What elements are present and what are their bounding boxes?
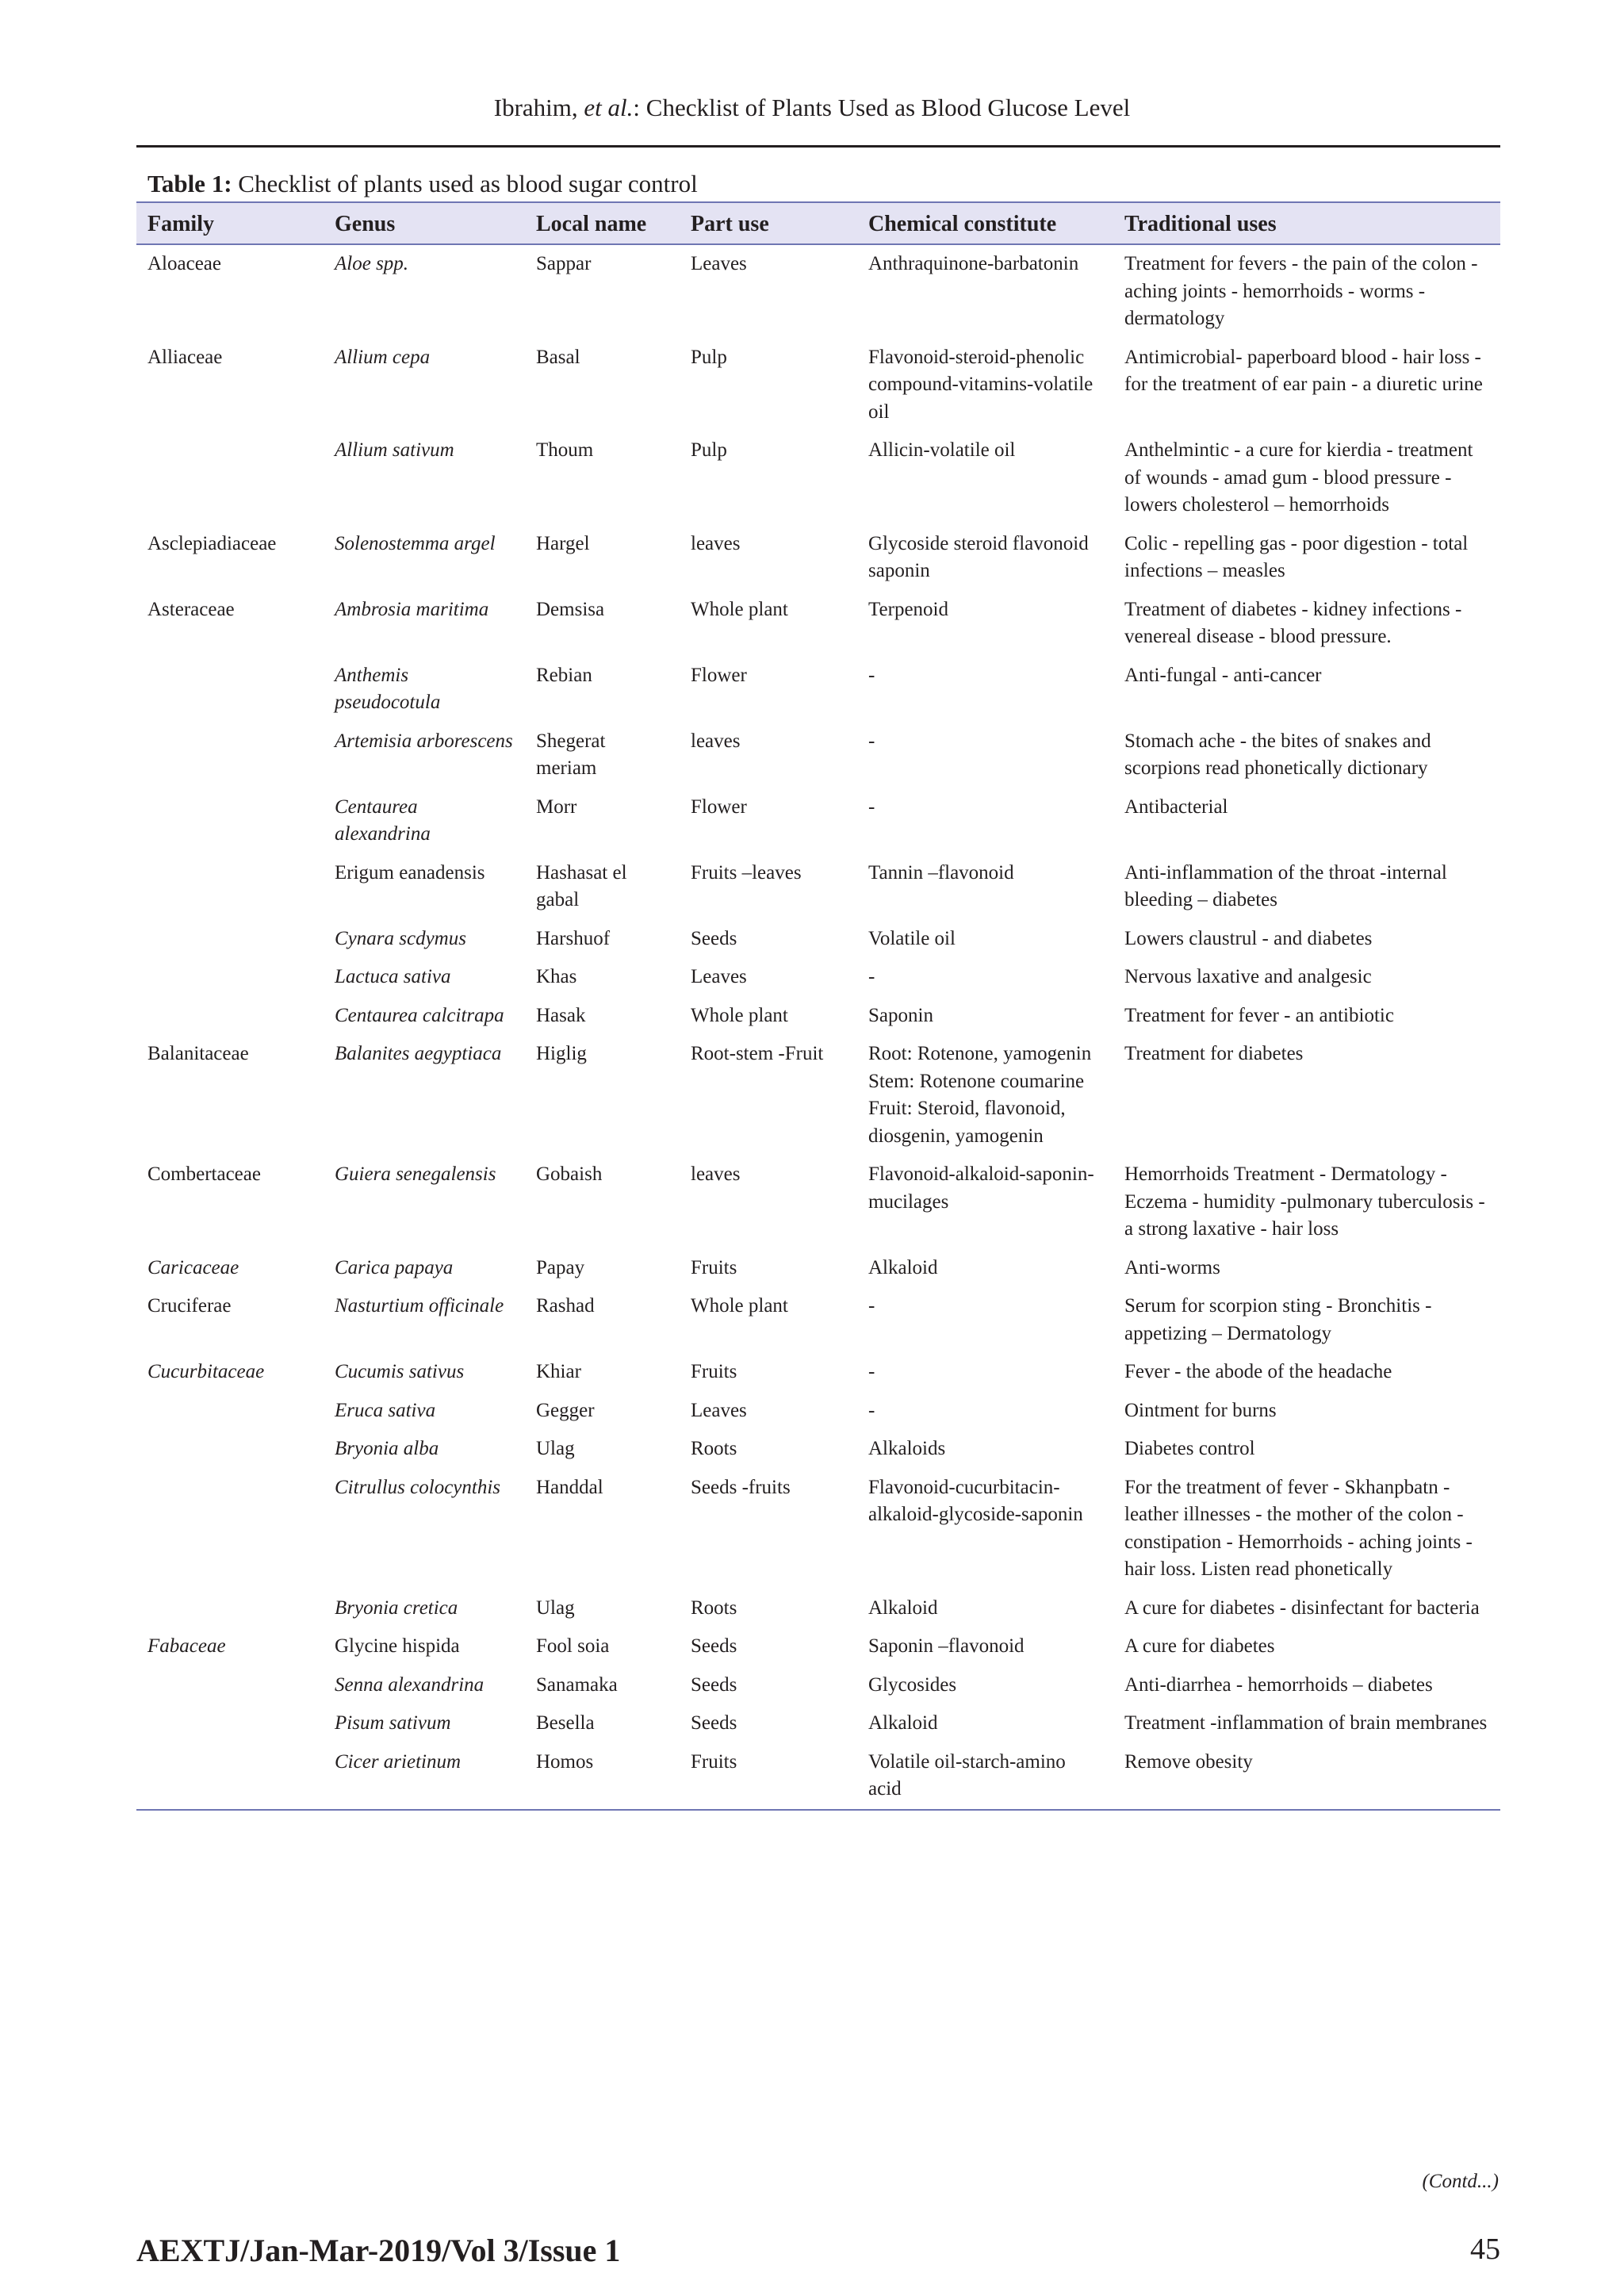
cell-local-name: Shegerat meriam <box>536 730 606 779</box>
cell-part-use: Whole plant <box>691 1295 788 1317</box>
cell-chemical-constitute: Terpenoid <box>868 598 948 620</box>
cell-family: Aloaceae <box>147 253 221 274</box>
cell-family <box>136 1392 324 1431</box>
cell-chemical-constitute: - <box>868 1295 875 1317</box>
cell-family: Cruciferae <box>147 1295 232 1317</box>
cell-genus: Eruca sativa <box>335 1399 436 1421</box>
cell-chemical-constitute: Flavonoid-alkaloid-saponin-mucilages <box>868 1163 1094 1213</box>
cell-traditional-uses: A cure for diabetes <box>1124 1635 1275 1657</box>
cell-local-name: Ulag <box>536 1596 575 1619</box>
header-title: : Checklist of Plants Used as Blood Glucose Level <box>633 94 1131 121</box>
cell-genus: Centaurea calcitrapa <box>335 1004 504 1026</box>
cell-traditional-uses: Hemorrhoids Treatment - Dermatology - Eczema - humidity -pulmonary tuberculosis - a strong laxative - hair loss <box>1124 1163 1485 1240</box>
cell-part-use: Flower <box>691 795 747 818</box>
table-row <box>136 997 1500 1036</box>
header-author: Ibrahim, <box>493 94 584 121</box>
header-etal: et al. <box>584 94 634 121</box>
cell-local-name: Khas <box>536 966 577 987</box>
footer-page-number: 45 <box>1470 2233 1500 2266</box>
cell-genus: Glycine hispida <box>335 1635 460 1657</box>
cell-local-name: Homos <box>525 1743 680 1810</box>
cell-chemical-constitute: Alkaloid <box>868 1256 938 1278</box>
cell-part-use: Leaves <box>691 253 747 274</box>
cell-genus: Aloe spp. <box>335 253 409 274</box>
cell-genus: Lactuca sativa <box>335 966 451 987</box>
table-body <box>136 244 1500 1810</box>
table-row <box>136 525 1500 591</box>
table-row <box>136 1589 1500 1628</box>
cell-chemical-constitute: Alkaloid <box>868 1596 938 1619</box>
cell-chemical-constitute: Saponin –flavonoid <box>868 1635 1025 1657</box>
cell-traditional-uses: For the treatment of fever - Skhanpbatn - leather illnesses - the mother of the colon - constipation - Hemorrhoids - aching joints - hair loss. Listen read phonetically <box>1124 1476 1473 1580</box>
cell-family <box>136 1469 324 1589</box>
cell-part-use: Pulp <box>691 439 727 461</box>
cell-family <box>136 1430 324 1469</box>
cell-traditional-uses: Anti-worms <box>1124 1256 1220 1278</box>
cell-traditional-uses: Colic - repelling gas - poor digestion - total infections – measles <box>1124 532 1469 581</box>
cell-part-use: Fruits <box>691 1256 737 1278</box>
cell-genus: Bryonia cretica <box>335 1596 458 1619</box>
cell-part-use: Roots <box>691 1438 737 1459</box>
table-row <box>136 1035 1500 1156</box>
table-row <box>136 339 1500 432</box>
cell-part-use: Flower <box>691 664 747 686</box>
table-row <box>136 723 1500 788</box>
cell-chemical-constitute: Allicin-volatile oil <box>868 439 1016 461</box>
cell-traditional-uses: Fever - the abode of the headache <box>1124 1361 1392 1382</box>
table-caption <box>136 167 1500 201</box>
cell-local-name: Harshuof <box>536 927 611 949</box>
cell-traditional-uses: A cure for diabetes - disinfectant for bacteria <box>1124 1596 1480 1619</box>
cell-family <box>136 1704 324 1743</box>
cell-genus: Centaurea alexandrina <box>335 795 431 845</box>
cell-genus: Bryonia alba <box>335 1438 439 1459</box>
cell-genus: Pisum sativum <box>335 1712 451 1734</box>
cell-traditional-uses: Treatment for fever - an antibiotic <box>1124 1004 1394 1026</box>
table-row <box>136 1627 1500 1666</box>
cell-family <box>136 657 324 723</box>
cell-chemical-constitute: - <box>868 966 875 987</box>
header-rule <box>136 145 1500 148</box>
cell-chemical-constitute: Alkaloid <box>868 1712 938 1734</box>
cell-family: Cucurbitaceae <box>147 1361 265 1382</box>
plants-table <box>136 201 1500 1811</box>
cell-family: Asteraceae <box>147 598 235 620</box>
table-row <box>136 1353 1500 1392</box>
cell-genus: Cicer arietinum <box>324 1743 525 1810</box>
cell-genus: Citrullus colocynthis <box>335 1476 501 1498</box>
cell-part-use: Whole plant <box>691 1004 788 1026</box>
cell-local-name: Thoum <box>536 439 594 461</box>
cell-local-name: Ulag <box>536 1438 575 1459</box>
table-row <box>136 431 1500 525</box>
cell-genus: Balanites aegyptiaca <box>335 1043 502 1064</box>
table-row <box>136 1249 1500 1288</box>
cell-part-use: Seeds <box>691 927 737 949</box>
table-caption-label: Table 1: <box>147 170 232 197</box>
cell-local-name: Rashad <box>536 1295 595 1317</box>
cell-part-use: leaves <box>691 532 741 554</box>
cell-family <box>136 920 324 959</box>
cell-part-use: Fruits <box>691 1361 737 1382</box>
cell-chemical-constitute: Volatile oil-starch-amino acid <box>857 1743 1113 1810</box>
cell-traditional-uses: Antibacterial <box>1124 795 1228 818</box>
cell-traditional-uses: Serum for scorpion sting - Bronchitis - appetizing – Dermatology <box>1124 1295 1432 1344</box>
cell-part-use: Seeds -fruits <box>691 1476 791 1498</box>
table-row <box>136 244 1500 339</box>
table-row <box>136 1430 1500 1469</box>
cell-traditional-uses: Anti-diarrhea - hemorrhoids – diabetes <box>1124 1673 1433 1696</box>
cell-local-name: Besella <box>536 1712 595 1734</box>
cell-genus: Carica papaya <box>335 1256 454 1278</box>
table-row <box>136 958 1500 997</box>
cell-chemical-constitute: - <box>868 795 875 818</box>
cell-traditional-uses: Remove obesity <box>1113 1743 1500 1810</box>
cell-local-name: Basal <box>536 346 580 368</box>
cell-genus: Cynara scdymus <box>335 927 466 949</box>
table-caption-text: Checklist of plants used as blood sugar control <box>232 170 698 197</box>
column-header-local-name: Local name <box>525 202 680 244</box>
cell-part-use: Seeds <box>691 1712 737 1734</box>
cell-local-name: Sappar <box>536 253 592 274</box>
table-row <box>136 920 1500 959</box>
table-row <box>136 1666 1500 1705</box>
cell-local-name: Hashasat el gabal <box>536 861 627 910</box>
cell-part-use: Leaves <box>691 966 747 987</box>
table-row <box>136 1392 1500 1431</box>
cell-local-name: Khiar <box>536 1361 581 1382</box>
table-row <box>136 1469 1500 1589</box>
cell-local-name: Hargel <box>536 532 590 554</box>
cell-traditional-uses: Treatment for diabetes <box>1124 1043 1304 1064</box>
cell-traditional-uses: Treatment -inflammation of brain membranes <box>1124 1712 1488 1734</box>
cell-traditional-uses: Nervous laxative and analgesic <box>1124 966 1372 987</box>
cell-local-name: Hasak <box>536 1004 586 1026</box>
cell-traditional-uses: Anthelmintic - a cure for kierdia - treatment of wounds - amad gum - blood pressure - lowers cholesterol – hemorrhoids <box>1124 439 1473 516</box>
cell-genus: Allium cepa <box>335 346 431 368</box>
cell-traditional-uses: Lowers claustrul - and diabetes <box>1124 927 1373 949</box>
cell-traditional-uses: Stomach ache - the bites of snakes and scorpions read phonetically dictionary <box>1124 730 1431 779</box>
cell-chemical-constitute: Glycoside steroid flavonoid saponin <box>868 532 1089 581</box>
cell-genus: Anthemis pseudocotula <box>335 664 441 713</box>
continued-note: (Contd...) <box>1422 2171 1499 2192</box>
cell-family: Combertaceae <box>147 1163 261 1185</box>
cell-genus: Erigum eanadensis <box>335 861 485 884</box>
cell-genus: Senna alexandrina <box>335 1673 485 1696</box>
column-header-genus: Genus <box>324 202 525 244</box>
cell-traditional-uses: Anti-inflammation of the throat -internal bleeding – diabetes <box>1124 861 1447 910</box>
cell-local-name: Handdal <box>536 1476 603 1498</box>
cell-part-use: Roots <box>691 1596 737 1619</box>
cell-chemical-constitute: Flavonoid-cucurbitacin-alkaloid-glycoside-saponin <box>868 1476 1083 1525</box>
cell-family: Asclepiadiaceae <box>147 532 277 554</box>
cell-local-name: Morr <box>536 795 577 818</box>
table-row <box>136 591 1500 657</box>
cell-chemical-constitute: Flavonoid-steroid-phenolic compound-vitamins-volatile oil <box>868 346 1094 423</box>
cell-family: Caricaceae <box>147 1256 239 1278</box>
cell-traditional-uses: Diabetes control <box>1124 1438 1255 1459</box>
cell-local-name: Papay <box>536 1256 585 1278</box>
cell-local-name: Gobaish <box>536 1163 603 1185</box>
cell-chemical-constitute: Saponin <box>868 1004 933 1026</box>
cell-genus: Solenostemma argel <box>335 532 496 554</box>
cell-part-use: Seeds <box>691 1673 737 1696</box>
cell-local-name: Higlig <box>536 1043 587 1064</box>
cell-family <box>136 788 324 854</box>
cell-chemical-constitute: Volatile oil <box>868 927 956 949</box>
table-row <box>136 657 1500 723</box>
cell-family <box>136 958 324 997</box>
cell-chemical-constitute: Anthraquinone-barbatonin <box>868 253 1079 274</box>
cell-part-use: leaves <box>691 1163 741 1185</box>
column-header-traditional-uses: Traditional uses <box>1113 202 1500 244</box>
cell-local-name: Demsisa <box>536 598 605 620</box>
cell-chemical-constitute: Tannin –flavonoid <box>868 861 1014 884</box>
cell-family: Fabaceae <box>147 1635 226 1657</box>
cell-local-name: Fool soia <box>536 1635 610 1657</box>
cell-family <box>136 431 324 525</box>
table-row <box>136 854 1500 920</box>
cell-family <box>136 1589 324 1628</box>
table-row <box>136 1743 1500 1810</box>
cell-genus: Ambrosia maritima <box>335 598 489 620</box>
column-header-part-use: Part use <box>680 202 857 244</box>
cell-chemical-constitute: Alkaloids <box>868 1438 946 1459</box>
cell-family <box>136 1666 324 1705</box>
cell-chemical-constitute: Root: Rotenone, yamogenin Stem: Rotenone coumarine Fruit: Steroid, flavonoid, diosgenin, yamogenin <box>868 1043 1092 1147</box>
cell-genus: Cucumis sativus <box>335 1361 465 1382</box>
column-header-family: Family <box>136 202 324 244</box>
column-header-chemical-constitute: Chemical constitute <box>857 202 1113 244</box>
table-row <box>136 1287 1500 1353</box>
cell-traditional-uses: Antimicrobial- paperboard blood - hair loss - for the treatment of ear pain - a diuretic urine <box>1124 346 1483 395</box>
table-row <box>136 788 1500 854</box>
cell-family: Alliaceae <box>147 346 223 368</box>
cell-traditional-uses: Treatment of diabetes - kidney infections - venereal disease - blood pressure. <box>1124 598 1462 647</box>
cell-family: Balanitaceae <box>147 1043 249 1064</box>
cell-chemical-constitute: - <box>868 1361 875 1382</box>
running-header <box>0 94 1624 122</box>
cell-genus: Nasturtium officinale <box>335 1295 504 1317</box>
cell-traditional-uses: Anti-fungal - anti-cancer <box>1124 664 1322 686</box>
cell-part-use: Seeds <box>691 1635 737 1657</box>
cell-chemical-constitute: - <box>868 664 875 686</box>
cell-chemical-constitute: - <box>868 1399 875 1421</box>
cell-genus: Artemisia arborescens <box>335 730 513 752</box>
cell-local-name: Gegger <box>536 1399 595 1421</box>
cell-family <box>136 854 324 920</box>
cell-local-name: Sanamaka <box>536 1673 618 1696</box>
footer-journal: AEXTJ/Jan-Mar-2019/Vol 3/Issue 1 <box>136 2233 621 2268</box>
table-row <box>136 1156 1500 1249</box>
cell-traditional-uses: Treatment for fevers - the pain of the colon - aching joints - hemorrhoids - worms - dermatology <box>1124 253 1478 329</box>
cell-part-use: Pulp <box>691 346 727 368</box>
table-header-row <box>136 202 1500 244</box>
cell-genus: Allium sativum <box>335 439 454 461</box>
cell-part-use: Root-stem -Fruit <box>691 1043 824 1064</box>
cell-family <box>136 1743 324 1810</box>
cell-part-use: leaves <box>691 730 741 752</box>
table-row <box>136 1704 1500 1743</box>
cell-family <box>136 997 324 1036</box>
cell-local-name: Rebian <box>536 664 592 686</box>
cell-chemical-constitute: Glycosides <box>868 1673 957 1696</box>
table-container <box>136 167 1500 1811</box>
cell-part-use: Whole plant <box>691 598 788 620</box>
cell-traditional-uses: Ointment for burns <box>1124 1399 1277 1421</box>
cell-part-use: Fruits –leaves <box>691 861 802 884</box>
cell-genus: Guiera senegalensis <box>335 1163 496 1185</box>
cell-part-use: Leaves <box>691 1399 747 1421</box>
cell-family <box>136 723 324 788</box>
cell-part-use: Fruits <box>680 1743 857 1810</box>
cell-chemical-constitute: - <box>868 730 875 752</box>
